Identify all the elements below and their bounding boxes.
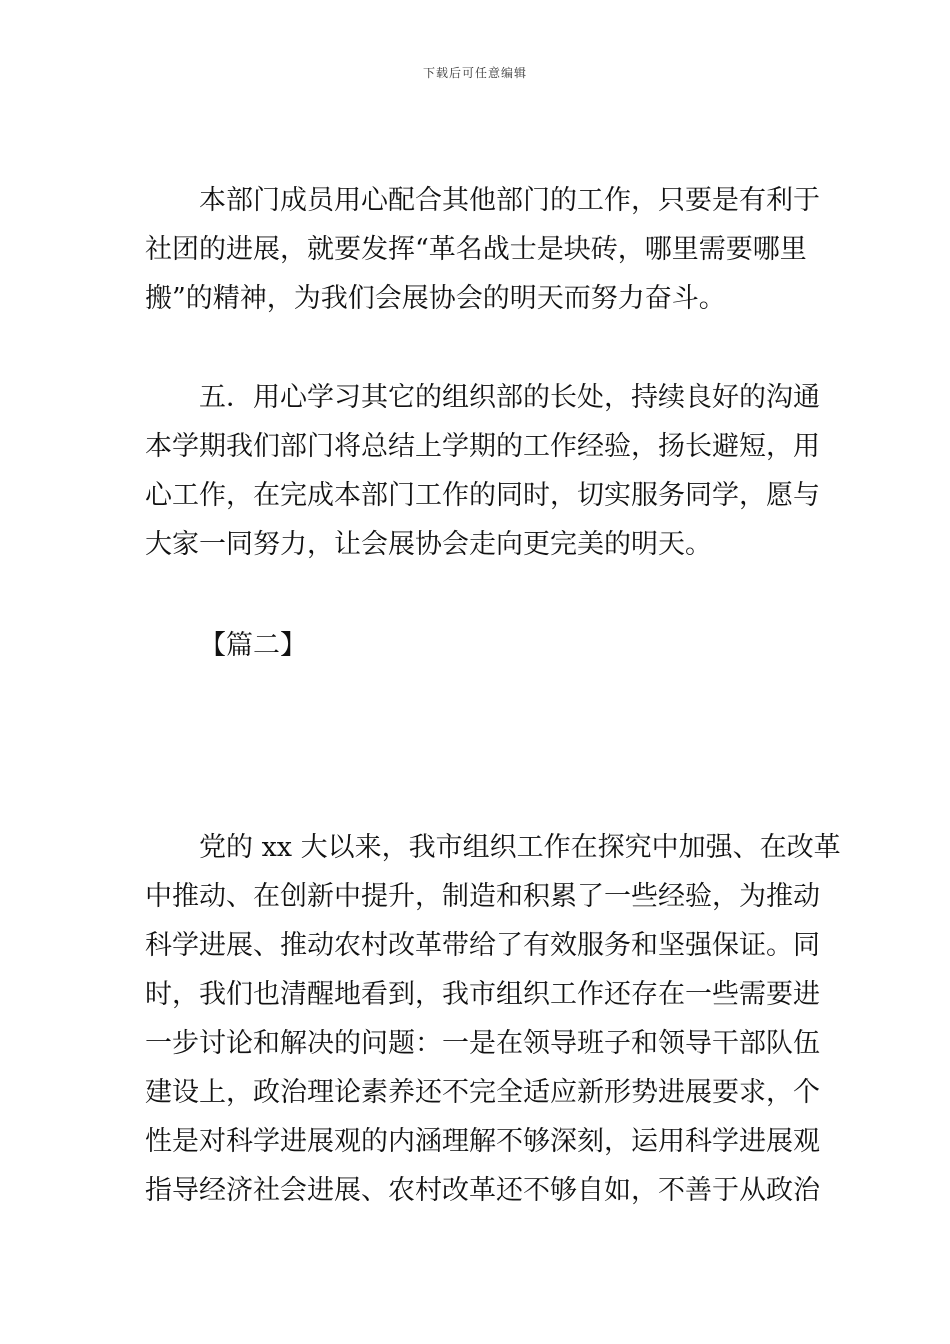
heading-text: 【篇二】: [199, 630, 307, 661]
text-line: 指导经济社会进展、农村改革还不够自如，不善于从政治: [145, 1175, 820, 1206]
text-line: 时，我们也清醒地看到，我市组织工作还存在一些需要进: [145, 979, 820, 1010]
text-line: 一步讨论和解决的问题：一是在领导班子和领导干部队伍: [145, 1028, 820, 1059]
paragraph-organization-work: [145, 823, 841, 1215]
text-line: 大家一同努力，让会展协会走向更完美的明天。: [145, 529, 712, 560]
text-line: 心工作，在完成本部门工作的同时，切实服务同学，愿与: [145, 480, 820, 511]
text-line: 党的 xx 大以来，我市组织工作在探究中加强、在改革: [199, 832, 841, 863]
text-line: 中推动、在创新中提升，制造和积累了一些经验，为推动: [145, 881, 820, 912]
text-line: 科学进展、推动农村改革带给了有效服务和坚强保证。同: [145, 930, 820, 961]
paragraph-section-five: [145, 373, 820, 569]
text-line: 五．用心学习其它的组织部的长处，持续良好的沟通: [199, 382, 820, 413]
text-line: 本学期我们部门将总结上学期的工作经验，扬长避短，用: [145, 431, 820, 462]
paragraph-department-cooperation: [145, 176, 820, 323]
section-heading-part-two: [145, 621, 807, 670]
text-line: 性是对科学进展观的内涵理解不够深刻，运用科学进展观: [145, 1126, 820, 1157]
text-line: 社团的进展，就要发挥“革名战士是块砖，哪里需要哪里: [145, 234, 807, 265]
text-line: 本部门成员用心配合其他部门的工作，只要是有利于: [199, 185, 820, 216]
text-line: 搬”的精神，为我们会展协会的明天而努力奋斗。: [145, 283, 726, 314]
page-header: 下载后可任意编辑: [422, 66, 527, 80]
text-line: 建设上，政治理论素养还不完全适应新形势进展要求，个: [145, 1077, 820, 1108]
